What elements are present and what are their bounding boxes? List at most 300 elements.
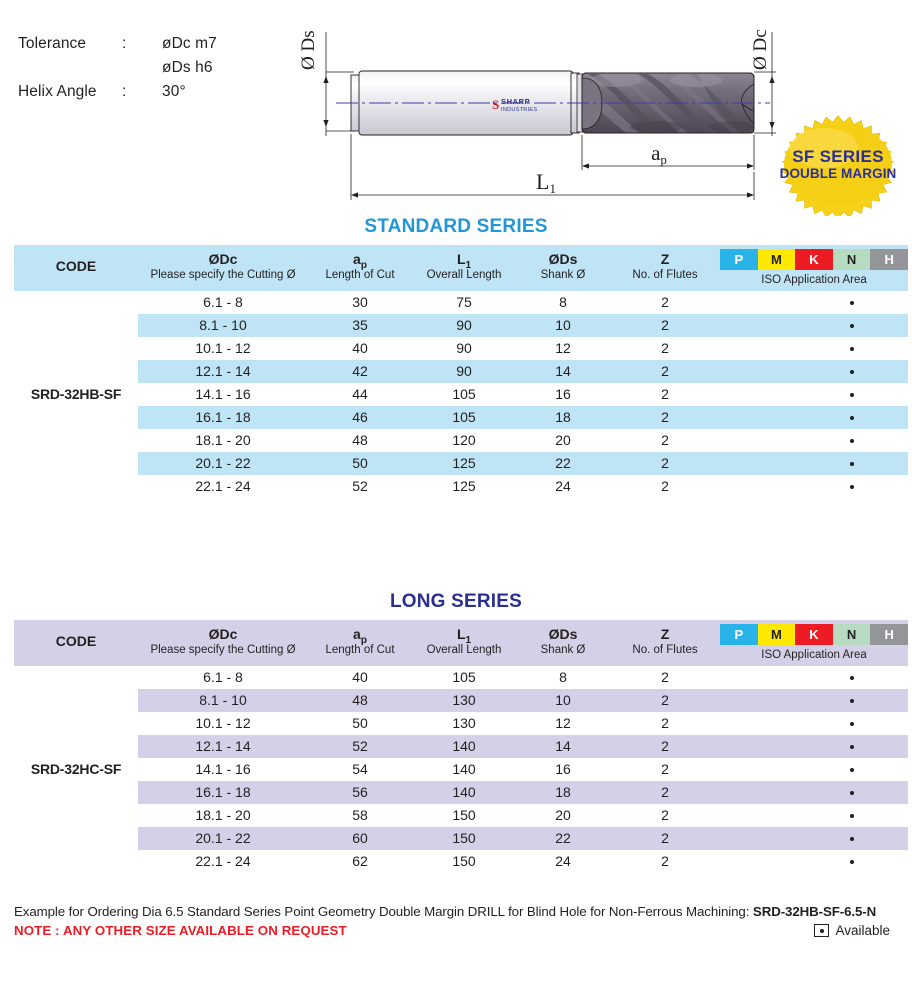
- iso-area-label: ISO Application Area: [761, 649, 867, 661]
- iso-slot-h: [870, 429, 908, 452]
- cell-l1: 150: [452, 853, 476, 869]
- iso-slot-group: [720, 758, 908, 781]
- cell-z: 2: [661, 340, 669, 356]
- iso-slot-n: [833, 689, 871, 712]
- iso-slot-group: [720, 475, 908, 498]
- cell-z: 2: [610, 735, 720, 758]
- iso-slot-n: [833, 827, 871, 850]
- cell-iso-application: [720, 360, 908, 383]
- badge-subtitle: DOUBLE MARGIN: [779, 165, 897, 181]
- spec-label-tolerance: Tolerance: [18, 35, 87, 52]
- cell-iso-application: [720, 666, 908, 689]
- iso-slot-k: [795, 804, 833, 827]
- cell-ds: 18: [516, 781, 610, 804]
- header-ap: [308, 620, 412, 666]
- spec-value-dc-tolerance: øDc m7: [162, 35, 217, 52]
- cell-ds: 22: [516, 452, 610, 475]
- cell-l1: 150: [452, 807, 476, 823]
- spec-row-helix-angle: [18, 80, 288, 104]
- header-l1-subscript: 1: [465, 634, 472, 646]
- cell-l1: 90: [412, 314, 516, 337]
- cell-iso-application: [720, 429, 908, 452]
- cell-ds: 14: [516, 360, 610, 383]
- iso-slot-k: [795, 452, 833, 475]
- iso-cell-p[interactable]: P: [720, 624, 758, 645]
- cell-iso-application: [720, 337, 908, 360]
- iso-slot-p: [720, 475, 758, 498]
- iso-slot-h: [870, 383, 908, 406]
- iso-slot-h: [870, 712, 908, 735]
- availability-dot-icon: [850, 745, 854, 749]
- iso-slot-p: [720, 666, 758, 689]
- header-ds-sublabel: Shank Ø: [540, 269, 586, 281]
- availability-dot-icon: [850, 860, 854, 864]
- header-dc-label: ØDc: [208, 251, 238, 267]
- iso-slot-p: [720, 314, 758, 337]
- cell-l1: 90: [456, 340, 472, 356]
- logo-subtitle: INDUSTRIES: [501, 107, 538, 113]
- availability-dot-icon: [820, 929, 824, 933]
- header-ap-symbol: a: [353, 251, 361, 267]
- cell-l1: 125: [452, 478, 476, 494]
- cell-iso-application: [720, 735, 908, 758]
- iso-slot-n: [833, 406, 871, 429]
- iso-slot-group: [720, 735, 908, 758]
- cell-ap: 48: [308, 689, 412, 712]
- iso-slot-p: [720, 452, 758, 475]
- iso-slot-n: [833, 781, 871, 804]
- iso-slot-p: [720, 291, 758, 314]
- header-ap-subscript: p: [360, 259, 367, 271]
- header-l1-symbol: L: [456, 251, 466, 267]
- ordering-example-code: SRD-32HB-SF-6.5-N: [752, 904, 877, 919]
- header-code: [14, 620, 138, 666]
- iso-slot-k: [795, 383, 833, 406]
- long-series-table-wrap: [14, 620, 908, 873]
- badge-title: SF SERIES: [792, 146, 884, 166]
- cell-z: 2: [661, 715, 669, 731]
- cell-iso-application: [720, 452, 908, 475]
- ordering-example: [14, 903, 908, 921]
- cell-code: [14, 850, 138, 873]
- cell-ds: 10: [516, 689, 610, 712]
- cell-iso-application: [720, 827, 908, 850]
- cell-ds: 12: [555, 340, 571, 356]
- cell-code: [14, 689, 138, 712]
- header-z: [610, 620, 720, 666]
- iso-slot-m: [758, 360, 796, 383]
- iso-slot-n: [833, 804, 871, 827]
- cell-code: [14, 291, 138, 314]
- iso-cell-m[interactable]: M: [758, 624, 796, 645]
- sf-series-badge: [772, 112, 904, 216]
- iso-slot-n: [833, 314, 871, 337]
- iso-slot-n: [833, 337, 871, 360]
- iso-slot-k: [795, 475, 833, 498]
- iso-slot-p: [720, 337, 758, 360]
- iso-slot-h: [870, 406, 908, 429]
- iso-slot-h: [870, 735, 908, 758]
- cell-l1: 130: [452, 715, 476, 731]
- header-ap: [308, 245, 412, 291]
- cell-code: [14, 735, 138, 758]
- iso-slot-h: [870, 850, 908, 873]
- header-ds: [516, 620, 610, 666]
- header-ap-label: [308, 245, 412, 271]
- spec-value-helix-angle: 30°: [162, 83, 186, 100]
- iso-slot-group: [720, 291, 908, 314]
- iso-slot-p: [720, 850, 758, 873]
- header-code-label: CODE: [55, 258, 97, 274]
- iso-slot-k: [795, 314, 833, 337]
- iso-slot-h: [870, 804, 908, 827]
- iso-slot-n: [833, 360, 871, 383]
- cell-code: [14, 360, 138, 383]
- availability-dot-icon: [850, 722, 854, 726]
- cell-ap: 46: [308, 406, 412, 429]
- iso-slot-m: [758, 291, 796, 314]
- cell-code: [14, 475, 138, 498]
- table-row: [14, 475, 908, 498]
- standard-series-body: [14, 291, 908, 498]
- table-row: [14, 360, 908, 383]
- starburst-shape: [772, 112, 904, 216]
- cell-ds: 20: [555, 432, 571, 448]
- cell-ap: 62: [352, 853, 368, 869]
- header-l1-label: [412, 620, 516, 646]
- header-z-sublabel: No. of Flutes: [632, 644, 698, 656]
- drill-diagram: [296, 14, 796, 210]
- iso-slot-m: [758, 452, 796, 475]
- cell-ap: 35: [308, 314, 412, 337]
- header-l1-subscript: 1: [465, 259, 472, 271]
- cell-iso-application: [720, 291, 908, 314]
- cell-z: 2: [610, 406, 720, 429]
- cell-ds: 20: [555, 807, 571, 823]
- long-series-table: [14, 620, 908, 873]
- header-z-label: Z: [660, 626, 670, 642]
- spec-value-ds-tolerance: øDs h6: [162, 59, 213, 76]
- footer: [14, 903, 908, 940]
- header-l1: [412, 245, 516, 291]
- cell-ds: 16: [555, 761, 571, 777]
- cell-z: 2: [610, 314, 720, 337]
- iso-slot-m: [758, 689, 796, 712]
- availability-dot-icon: [850, 768, 854, 772]
- cell-ds: 18: [516, 406, 610, 429]
- header-l1-sublabel: Overall Length: [426, 269, 502, 281]
- table-row: [14, 712, 908, 735]
- availability-dot-icon: [850, 324, 854, 328]
- cell-ap: 52: [352, 478, 368, 494]
- cell-z: 2: [661, 807, 669, 823]
- availability-dot-icon: [850, 301, 854, 305]
- iso-slot-h: [870, 689, 908, 712]
- iso-slot-n: [833, 291, 871, 314]
- cell-dc: 18.1 - 20: [195, 807, 251, 823]
- iso-cell-h[interactable]: H: [870, 249, 908, 270]
- iso-slot-k: [795, 712, 833, 735]
- header-ds: [516, 245, 610, 291]
- cell-l1: 130: [412, 689, 516, 712]
- header-dc: [138, 245, 308, 291]
- standard-series-table: [14, 245, 908, 498]
- iso-slot-k: [795, 689, 833, 712]
- cell-dc: 22.1 - 24: [195, 478, 251, 494]
- cell-ds: 10: [516, 314, 610, 337]
- table-row: [14, 850, 908, 873]
- table-row: [14, 406, 908, 429]
- header-z-sublabel: No. of Flutes: [632, 269, 698, 281]
- cell-dc: 20.1 - 22: [138, 827, 308, 850]
- cell-ap: 60: [308, 827, 412, 850]
- iso-slot-k: [795, 429, 833, 452]
- iso-cell-m[interactable]: M: [758, 249, 796, 270]
- cell-ap: 44: [352, 386, 368, 402]
- iso-slot-p: [720, 781, 758, 804]
- iso-slot-k: [795, 781, 833, 804]
- cell-iso-application: [720, 314, 908, 337]
- spec-label-helix-angle: Helix Angle: [18, 83, 97, 100]
- iso-slot-n: [833, 850, 871, 873]
- iso-slot-m: [758, 666, 796, 689]
- ordering-example-text: Example for Ordering Dia 6.5 Standard Series Point Geometry Double Margin DRILL for Blind Hole for Non-Ferrous Machining:: [14, 904, 753, 919]
- iso-slot-group: [720, 429, 908, 452]
- iso-slot-p: [720, 429, 758, 452]
- header-ap-sublabel: Length of Cut: [325, 269, 395, 281]
- cell-l1: 120: [452, 432, 476, 448]
- cell-code: [14, 452, 138, 475]
- iso-color-legend: [720, 624, 908, 645]
- iso-slot-group: [720, 689, 908, 712]
- cell-z: 2: [661, 669, 669, 685]
- cell-dc: 16.1 - 18: [138, 781, 308, 804]
- iso-slot-p: [720, 406, 758, 429]
- table-row: [14, 314, 908, 337]
- iso-slot-k: [795, 735, 833, 758]
- availability-dot-icon: [850, 837, 854, 841]
- cell-l1: 90: [412, 360, 516, 383]
- cell-ds: 12: [555, 715, 571, 731]
- iso-slot-m: [758, 712, 796, 735]
- section-title-standard: STANDARD SERIES: [364, 216, 548, 237]
- iso-slot-h: [870, 360, 908, 383]
- iso-slot-group: [720, 804, 908, 827]
- cell-ds: 14: [516, 735, 610, 758]
- table-row: [14, 291, 908, 314]
- header-ap-symbol: a: [353, 626, 361, 642]
- iso-cell-k[interactable]: K: [795, 249, 833, 270]
- table-header-row: [14, 620, 908, 666]
- iso-cell-n[interactable]: N: [833, 624, 871, 645]
- availability-dot-icon: [850, 439, 854, 443]
- cell-iso-application: [720, 406, 908, 429]
- iso-slot-n: [833, 429, 871, 452]
- label-diameter-dc: Ø Dc: [750, 29, 771, 70]
- iso-cell-p[interactable]: P: [720, 249, 758, 270]
- table-header-row: [14, 245, 908, 291]
- cell-ap: 50: [308, 452, 412, 475]
- iso-slot-h: [870, 291, 908, 314]
- iso-cell-h[interactable]: H: [870, 624, 908, 645]
- iso-slot-n: [833, 383, 871, 406]
- cell-dc: 16.1 - 18: [138, 406, 308, 429]
- cell-iso-application: [720, 758, 908, 781]
- header-ds-sublabel: Shank Ø: [540, 644, 586, 656]
- availability-dot-icon: [850, 699, 854, 703]
- iso-slot-h: [870, 475, 908, 498]
- iso-slot-group: [720, 827, 908, 850]
- cell-z: 2: [610, 689, 720, 712]
- iso-slot-h: [870, 781, 908, 804]
- iso-slot-n: [833, 666, 871, 689]
- cell-dc: 14.1 - 16: [195, 761, 251, 777]
- iso-slot-p: [720, 735, 758, 758]
- cell-l1: 140: [412, 781, 516, 804]
- cell-dc: 22.1 - 24: [195, 853, 251, 869]
- cell-dc: 12.1 - 14: [138, 360, 308, 383]
- section-title-long: LONG SERIES: [389, 591, 523, 612]
- cell-dc: 12.1 - 14: [138, 735, 308, 758]
- header-ap-subscript: p: [360, 634, 367, 646]
- cell-ap: 52: [308, 735, 412, 758]
- logo-name: SHARP: [501, 97, 531, 106]
- iso-slot-h: [870, 827, 908, 850]
- iso-slot-m: [758, 475, 796, 498]
- cell-ds: 8: [559, 294, 567, 310]
- iso-slot-group: [720, 383, 908, 406]
- iso-cell-n[interactable]: N: [833, 249, 871, 270]
- cell-ds: 22: [516, 827, 610, 850]
- iso-slot-group: [720, 360, 908, 383]
- table-row: [14, 452, 908, 475]
- cell-dc: 10.1 - 12: [195, 340, 251, 356]
- cell-z: 2: [661, 761, 669, 777]
- cell-ds: 24: [555, 478, 571, 494]
- cell-l1: 125: [412, 452, 516, 475]
- cell-code: [14, 429, 138, 452]
- iso-color-legend: [720, 249, 908, 270]
- cell-l1: 75: [456, 294, 472, 310]
- iso-slot-m: [758, 735, 796, 758]
- header-code: [14, 245, 138, 291]
- iso-slot-m: [758, 429, 796, 452]
- header-dc-sublabel: Please specify the Cutting Ø: [150, 644, 296, 656]
- drill-diagram-svg: [296, 14, 796, 210]
- iso-slot-group: [720, 337, 908, 360]
- cell-code: [14, 804, 138, 827]
- cell-l1: 140: [412, 735, 516, 758]
- availability-legend: [814, 923, 890, 938]
- iso-slot-k: [795, 360, 833, 383]
- iso-slot-p: [720, 758, 758, 781]
- cell-code: [14, 712, 138, 735]
- iso-slot-m: [758, 337, 796, 360]
- availability-dot-icon: [850, 791, 854, 795]
- availability-dot-icon: [850, 347, 854, 351]
- header-l1-symbol: L: [456, 626, 466, 642]
- iso-slot-p: [720, 827, 758, 850]
- header-iso-application-area: [720, 620, 908, 666]
- availability-dot-icon: [850, 814, 854, 818]
- table-row: [14, 429, 908, 452]
- iso-slot-m: [758, 383, 796, 406]
- header-ap-label: [308, 620, 412, 646]
- iso-slot-h: [870, 666, 908, 689]
- header-l1-label: [412, 245, 516, 271]
- cell-l1: 150: [412, 827, 516, 850]
- iso-slot-group: [720, 850, 908, 873]
- iso-slot-p: [720, 689, 758, 712]
- iso-slot-k: [795, 850, 833, 873]
- table-row: [14, 804, 908, 827]
- cell-ds: 24: [555, 853, 571, 869]
- header-code-label: CODE: [55, 633, 97, 649]
- table-row: [14, 781, 908, 804]
- iso-slot-p: [720, 804, 758, 827]
- spec-row-tolerance-ds: [18, 56, 288, 80]
- cell-dc: 6.1 - 8: [203, 294, 243, 310]
- table-row: [14, 383, 908, 406]
- availability-label: Available: [835, 923, 890, 938]
- cell-code: SRD-32HB-SF: [14, 383, 138, 406]
- cell-dc: 8.1 - 10: [138, 314, 308, 337]
- iso-slot-n: [833, 735, 871, 758]
- iso-slot-h: [870, 452, 908, 475]
- cell-dc: 6.1 - 8: [203, 669, 243, 685]
- iso-slot-h: [870, 337, 908, 360]
- iso-slot-group: [720, 666, 908, 689]
- iso-slot-n: [833, 475, 871, 498]
- header-ds-label: ØDs: [548, 251, 578, 267]
- cell-z: 2: [610, 781, 720, 804]
- cell-ds: 8: [559, 669, 567, 685]
- cell-z: 2: [610, 827, 720, 850]
- cell-iso-application: [720, 850, 908, 873]
- cell-code: [14, 337, 138, 360]
- cell-dc: 18.1 - 20: [195, 432, 251, 448]
- iso-slot-m: [758, 781, 796, 804]
- cell-code: [14, 827, 138, 850]
- iso-area-label: ISO Application Area: [761, 274, 867, 286]
- iso-slot-p: [720, 712, 758, 735]
- iso-slot-group: [720, 712, 908, 735]
- header-z: [610, 245, 720, 291]
- iso-slot-group: [720, 781, 908, 804]
- cell-dc: 10.1 - 12: [195, 715, 251, 731]
- cell-dc: 8.1 - 10: [138, 689, 308, 712]
- long-series-body: [14, 666, 908, 873]
- iso-slot-h: [870, 758, 908, 781]
- iso-cell-k[interactable]: K: [795, 624, 833, 645]
- iso-slot-group: [720, 452, 908, 475]
- header-dc-sublabel: Please specify the Cutting Ø: [150, 269, 296, 281]
- availability-dot-icon: [850, 416, 854, 420]
- cell-ap: 48: [352, 432, 368, 448]
- cell-ap: 58: [352, 807, 368, 823]
- cell-l1: 140: [452, 761, 476, 777]
- tolerance-spec-block: [18, 32, 288, 104]
- iso-slot-k: [795, 827, 833, 850]
- header-ap-sublabel: Length of Cut: [325, 644, 395, 656]
- cell-code: [14, 314, 138, 337]
- iso-slot-m: [758, 850, 796, 873]
- iso-slot-m: [758, 804, 796, 827]
- iso-slot-m: [758, 314, 796, 337]
- cell-ap: 42: [308, 360, 412, 383]
- table-row: [14, 666, 908, 689]
- cell-z: 2: [610, 452, 720, 475]
